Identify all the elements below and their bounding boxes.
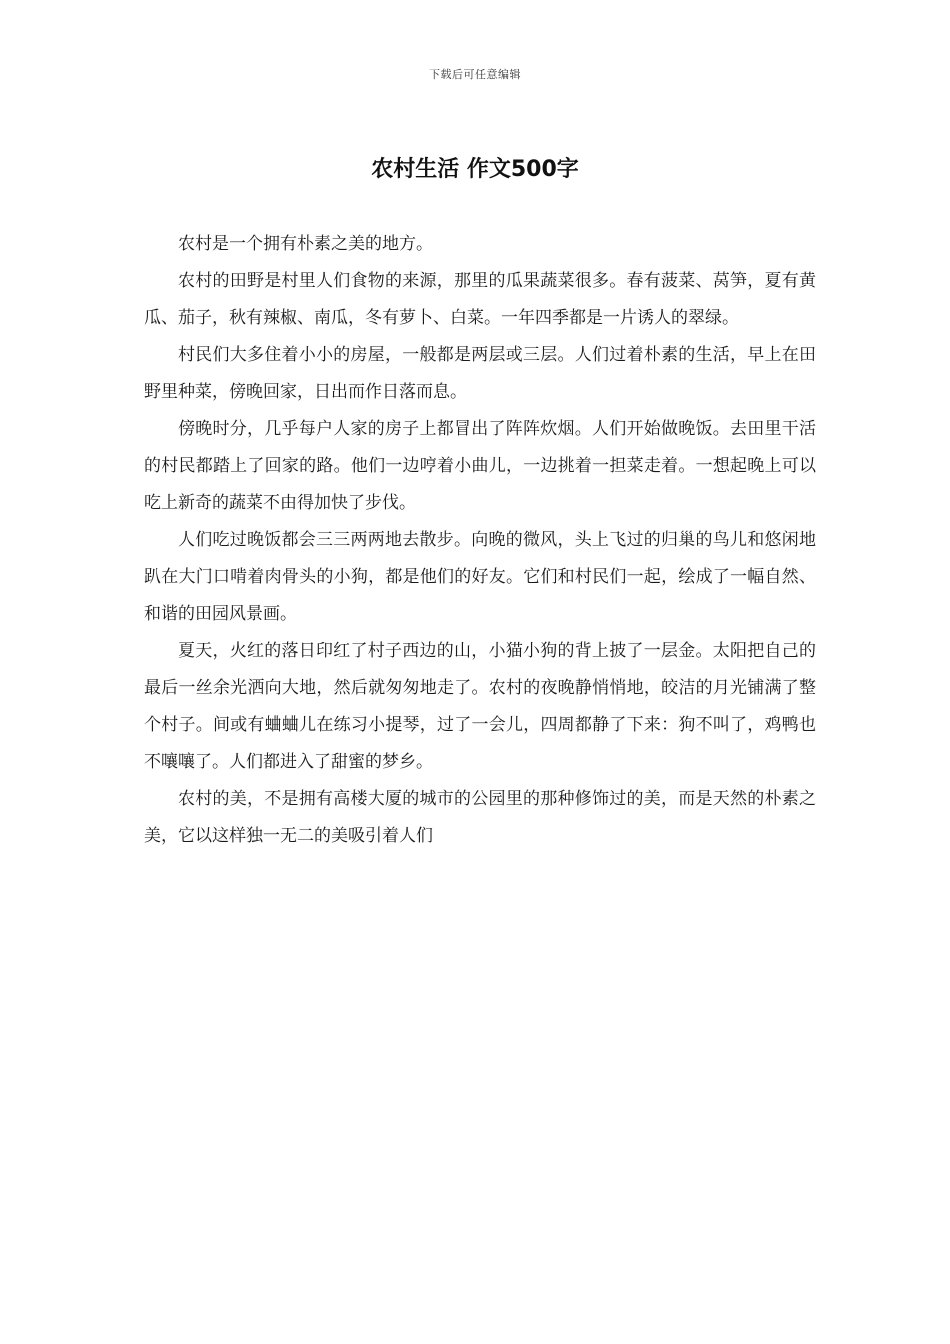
paragraph: 农村的美，不是拥有高楼大厦的城市的公园里的那种修饰过的美，而是天然的朴素之美，它以这样独一无二的美吸引着人们 — [144, 789, 816, 846]
document-title: 农村生活 作文500字 — [371, 157, 579, 182]
document-body — [144, 226, 816, 855]
paragraph: 农村是一个拥有朴素之美的地方。 — [178, 234, 433, 254]
paragraph: 农村的田野是村里人们食物的来源，那里的瓜果蔬菜很多。春有菠菜、莴笋，夏有黄瓜、茄子，秋有辣椒、南瓜，冬有萝卜、白菜。一年四季都是一片诱人的翠绿。 — [144, 271, 816, 328]
page-header-note: 下载后可任意编辑 — [429, 68, 521, 81]
paragraph: 夏天，火红的落日印红了村子西边的山，小猫小狗的背上披了一层金。太阳把自己的最后一丝余光洒向大地，然后就匆匆地走了。农村的夜晚静悄悄地，皎洁的月光铺满了整个村子。间或有蛐蛐儿在练习小提琴，过了一会儿，四周都静了下来：狗不叫了，鸡鸭也不嚷嚷了。人们都进入了甜蜜的梦乡。 — [144, 641, 816, 772]
paragraph: 村民们大多住着小小的房屋，一般都是两层或三层。人们过着朴素的生活，早上在田野里种菜，傍晚回家，日出而作日落而息。 — [144, 345, 816, 402]
paragraph: 人们吃过晚饭都会三三两两地去散步。向晚的微风，头上飞过的归巢的鸟儿和悠闲地趴在大门口啃着肉骨头的小狗，都是他们的好友。它们和村民们一起，绘成了一幅自然、和谐的田园风景画。 — [144, 530, 816, 624]
paragraph: 傍晚时分，几乎每户人家的房子上都冒出了阵阵炊烟。人们开始做晚饭。去田里干活的村民都踏上了回家的路。他们一边哼着小曲儿，一边挑着一担菜走着。一想起晚上可以吃上新奇的蔬菜不由得加快了步伐。 — [144, 419, 816, 513]
